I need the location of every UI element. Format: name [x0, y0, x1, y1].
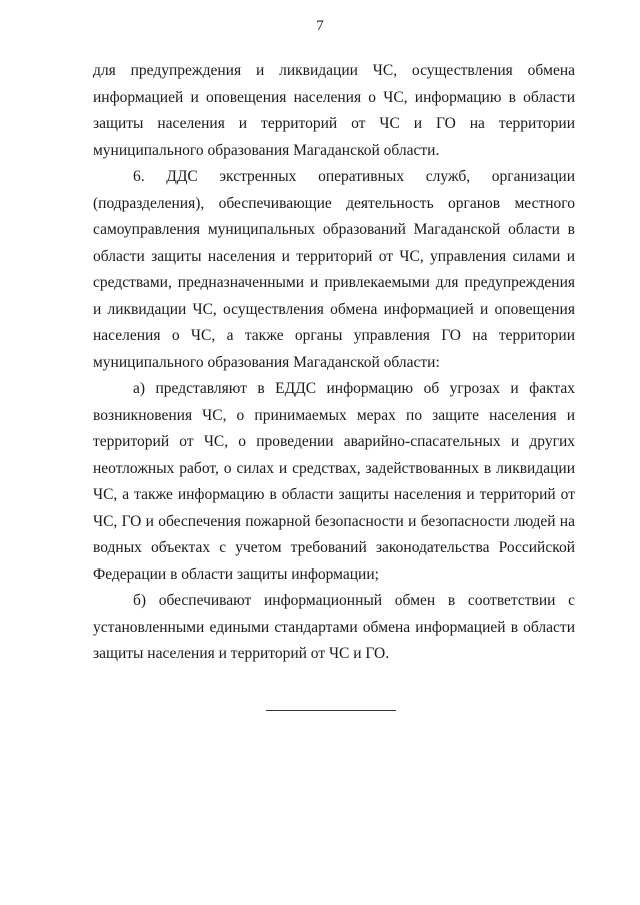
paragraph-continuation: для предупреждения и ликвидации ЧС, осуществления обмена информацией и оповещения населения о ЧС, информацию в области защиты населения и территорий от ЧС и ГО на территории муниципального образования Магаданской области. — [93, 62, 575, 159]
page-number: 7 — [316, 18, 324, 34]
paragraph-subitem-b: б) обеспечивают информационный обмен в соответствии с установленными едиными стандартами обмена информацией в области защиты населения и территорий от ЧС и ГО. — [93, 592, 575, 662]
closing-divider-line — [266, 710, 396, 711]
paragraph-item-6: 6. ДДС экстренных оперативных служб, организации (подразделения), обеспечивающие деятельность органов местного самоуправления муниципальных образований Магаданской области в области защиты населения и территорий от ЧС, управления силами и средствами, предназначенными и привлекаемыми для предупреждения и ликвидации ЧС, осуществления обмена информацией и оповещения населения о ЧС, а также органы управления ГО на территории муниципального образования Магаданской области: — [93, 168, 575, 371]
paragraph-subitem-a: а) представляют в ЕДДС информацию об угрозах и фактах возникновения ЧС, о принимаемых мерах по защите населения и территорий от ЧС, о проведении аварийно-спасательных и других неотложных работ, о силах и средствах, задействованных в ликвидации ЧС, а также информацию в области защиты населения и территорий от ЧС, ГО и обеспечения пожарной безопасности и безопасности людей на водных объектах с учетом требований законодательства Российской Федерации в области защиты информации; — [93, 380, 575, 583]
document-body — [93, 58, 575, 668]
